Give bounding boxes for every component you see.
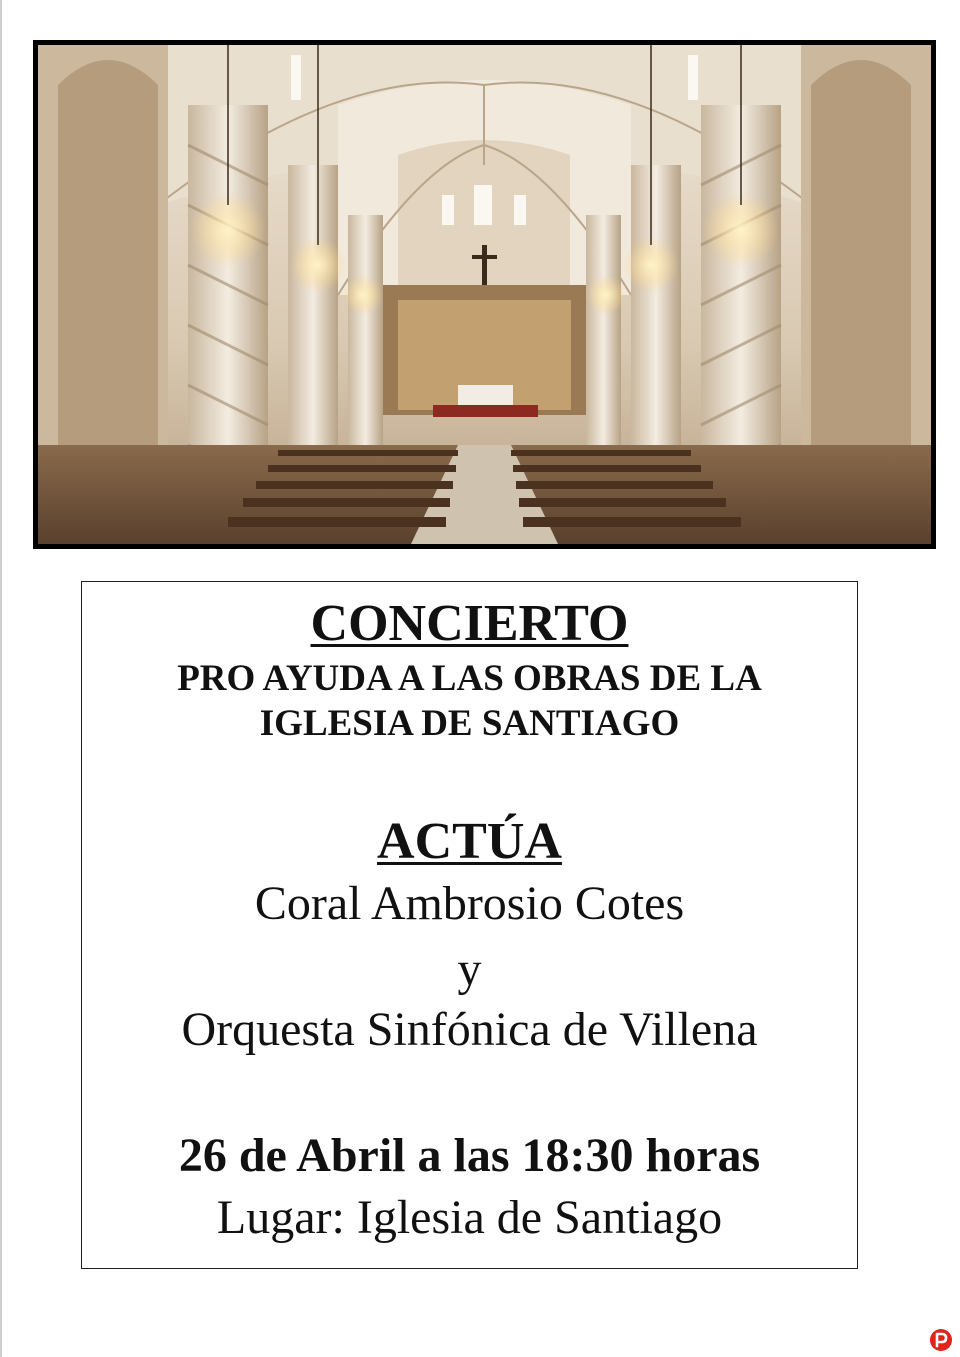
performer-orchestra: Orquesta Sinfónica de Villena — [181, 1003, 758, 1056]
publisher-logo-icon — [929, 1328, 953, 1352]
concert-venue: Lugar: Iglesia de Santiago — [216, 1191, 723, 1244]
performer-conjunction: y — [457, 943, 482, 996]
performers-heading: ACTÚA — [377, 813, 562, 870]
concert-subtitle-line1: PRO AYUDA A LAS OBRAS DE LA — [177, 658, 762, 699]
concert-title: CONCIERTO — [310, 595, 629, 652]
concert-datetime: 26 de Abril a las 18:30 horas — [178, 1129, 761, 1182]
concert-subtitle-line2: IGLESIA DE SANTIAGO — [259, 703, 680, 744]
church-interior-photo — [33, 40, 936, 549]
concert-info-box — [81, 581, 858, 1269]
performer-choir: Coral Ambrosio Cotes — [254, 877, 685, 930]
page-left-edge — [0, 0, 2, 1357]
